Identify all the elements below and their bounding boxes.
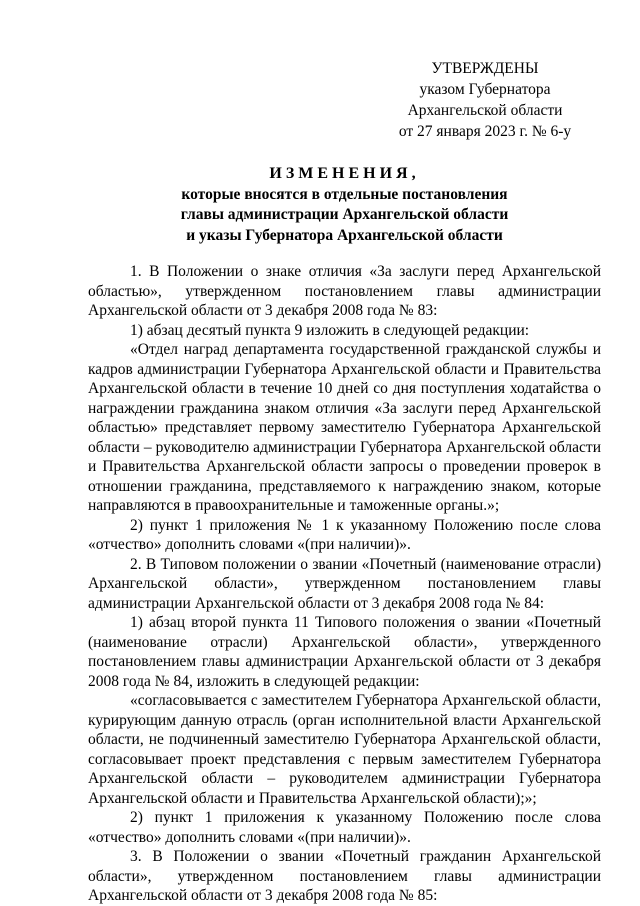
paragraph: 3. В Положении о звании «Почетный гражданин Архангельской области», утвержденном постановлением главы администрации Архангельской области от 3 декабря 2008 года № 85: xyxy=(88,848,601,904)
document-heading xyxy=(88,164,601,246)
paragraph: 2) пункт 1 приложения № 1 к указанному Положению после слова «отчество» дополнить словами «(при наличии)». xyxy=(88,516,601,553)
approval-date-number: от 27 января 2023 г. № 6-у xyxy=(398,123,572,140)
approval-region: Архангельской области xyxy=(407,102,563,119)
paragraph: «Отдел наград департамента государственной гражданской службы и кадров администрации Губернатора Архангельской области и Правительства Архангельской области в течение 10 дней со дня поступления ходатайства о награждении гражданина знаком отличия «За заслуги перед Архангельской областью» представляет первому заместителю Губернатора Архангельской области – руководителю администрации Губернатора Архангельской области и Правительства Архангельской области запросы о проведении проверок в отношении гражданина, представляемого к награждению знаком, которые направляются в правоохранительные и таможенные органы.»; xyxy=(88,341,601,514)
document-body xyxy=(88,262,601,906)
paragraph: 2. В Типовом положении о звании «Почетный (наименование отрасли) Архангельской области», утвержденном постановлением главы администрации Архангельской области от 3 декабря 2008 года № 84: xyxy=(88,555,601,612)
document-title: ИЗМЕНЕНИЯ, xyxy=(269,165,420,182)
paragraph: «согласовывается с заместителем Губернатора Архангельской области, курирующим данную отрасль (орган исполнительной власти Архангельской области, не подчиненный заместителю Губернатора Архангельской области, согласовывает проект представления с первым заместителем Губернатора Архангельской области – руководителем администрации Губернатора Архангельской области и Правительства Архангельской области);»; xyxy=(88,692,601,807)
paragraph: 1) абзац десятый пункта 9 изложить в следующей редакции: xyxy=(130,321,530,339)
document-subtitle-line-3: и указы Губернатора Архангельской области xyxy=(186,226,503,244)
document-subtitle-line-1: которые вносятся в отдельные постановления xyxy=(181,185,508,203)
paragraph: 1) абзац второй пункта 11 Типового положения о звании «Почетный (наименование отрасли) Архангельской области», утвержденного постановлением главы администрации Архангельской области от 3 декабря 2008 года № 84, изложить в следующей редакции: xyxy=(88,614,601,690)
paragraph: 2) пункт 1 приложения к указанному Положению после слова «отчество» дополнить словами «(при наличии)». xyxy=(88,809,601,846)
approval-stamp xyxy=(380,58,590,142)
paragraph: 1. В Положении о знаке отличия «За заслуги перед Архангельской областью», утвержденном постановлением главы администрации Архангельской области от 3 декабря 2008 года № 83: xyxy=(88,263,601,319)
document-subtitle-line-2: главы администрации Архангельской области xyxy=(180,206,509,223)
approval-title: УТВЕРЖДЕНЫ xyxy=(431,60,539,77)
approval-authority: указом Губернатора xyxy=(419,81,551,98)
